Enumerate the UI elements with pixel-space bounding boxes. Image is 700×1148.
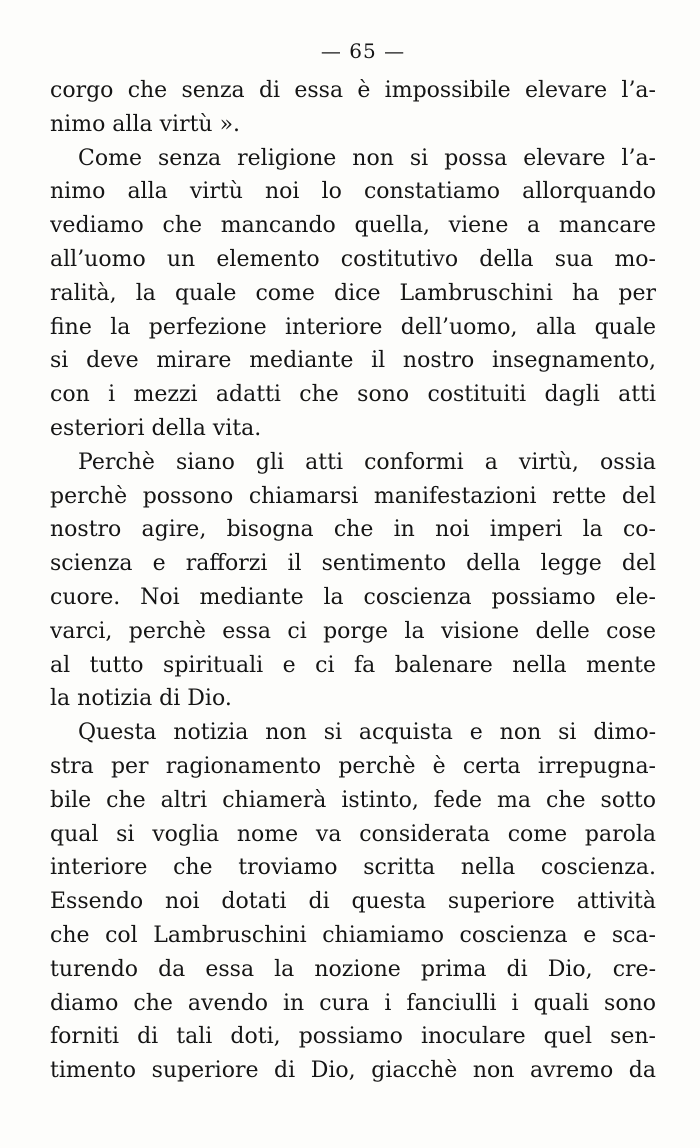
text-line: che col Lambruschini chiamiamo coscienza e sca- — [50, 922, 656, 948]
page-body-text — [50, 74, 656, 1088]
text-line: forniti di tali doti, possiamo inoculare quel sen- — [50, 1024, 656, 1050]
text-line: varci, perchè essa ci porge la visione delle cose — [50, 618, 656, 644]
text-line: cuore. Noi mediante la coscienza possiamo ele- — [50, 584, 656, 610]
text-line: interiore che troviamo scritta nella coscienza. — [50, 855, 656, 881]
text-line: qual si voglia nome va considerata come parola — [50, 821, 656, 847]
text-line: Perchè siano gli atti conformi a virtù, ossia — [78, 449, 656, 475]
text-line: Come senza religione non si possa elevare l’a- — [78, 145, 656, 171]
text-line: stra per ragionamento perchè è certa irrepugna- — [50, 753, 656, 779]
text-line: ralità, la quale come dice Lambruschini ha per — [50, 280, 656, 306]
text-line: nimo alla virtù noi lo constatiamo allorquando — [50, 179, 656, 205]
text-line: nimo alla virtù ». — [50, 111, 241, 137]
text-line: all’uomo un elemento costitutivo della sua mo- — [50, 246, 656, 272]
text-line: turendo da essa la nozione prima di Dio, cre- — [50, 956, 656, 982]
text-line: la notizia di Dio. — [50, 686, 232, 712]
text-line: corgo che senza di essa è impossibile elevare l’a- — [50, 78, 656, 103]
text-line: timento superiore di Dio, giacchè non avremo da — [50, 1058, 656, 1084]
text-line: Essendo noi dotati di questa superiore attività — [50, 889, 656, 915]
text-line: Questa notizia non si acquista e non si dimo- — [78, 720, 656, 746]
text-line: diamo che avendo in cura i fanciulli i quali sono — [50, 990, 656, 1016]
text-line: scienza e rafforzi il sentimento della legge del — [50, 551, 656, 577]
text-line: vediamo che mancando quella, viene a mancare — [50, 213, 656, 239]
text-line: fine la perfezione interiore dell’uomo, alla quale — [50, 314, 656, 340]
text-line: nostro agire, bisogna che in noi imperi la co- — [50, 517, 656, 543]
text-line: si deve mirare mediante il nostro insegnamento, — [50, 348, 656, 374]
text-line: bile che altri chiamerà istinto, fede ma che sotto — [50, 787, 656, 813]
text-line: perchè possono chiamarsi manifestazioni rette del — [50, 483, 656, 509]
page-number: — 65 — — [320, 39, 406, 63]
text-line: con i mezzi adatti che sono costituiti dagli atti — [50, 382, 656, 408]
text-line: al tutto spirituali e ci fa balenare nella mente — [50, 652, 656, 678]
text-line: esteriori della vita. — [50, 415, 262, 441]
